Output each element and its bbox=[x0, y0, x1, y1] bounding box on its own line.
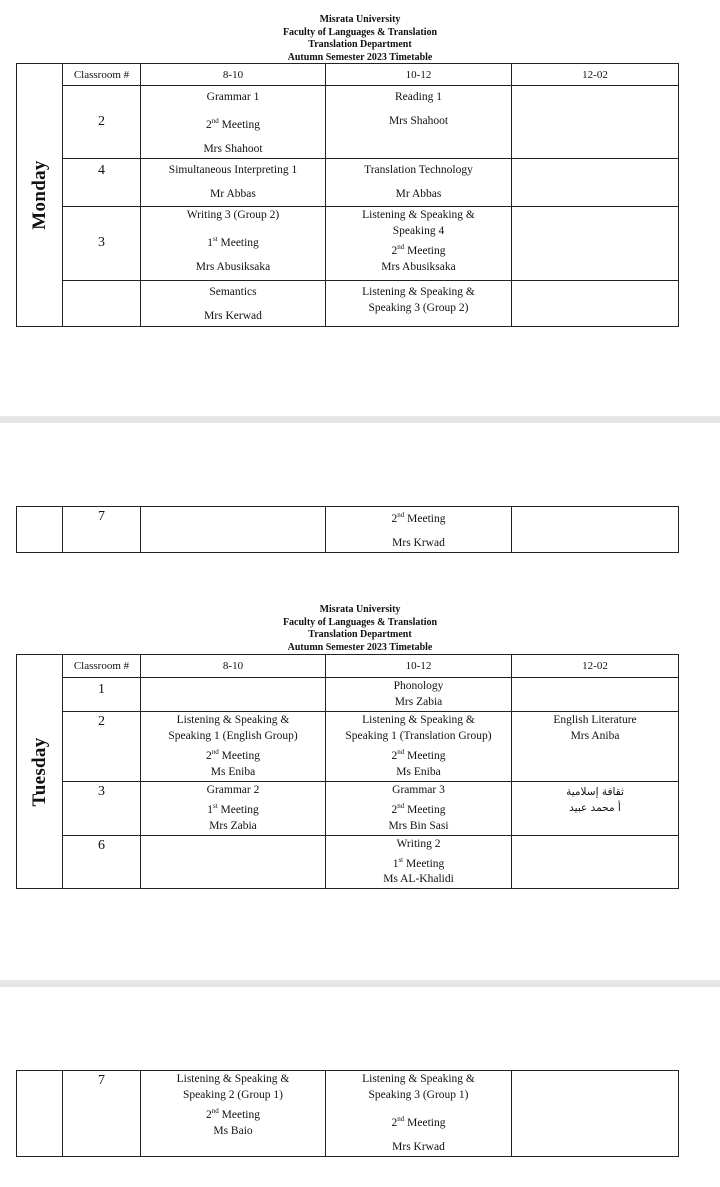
classroom-number: 3 bbox=[63, 781, 141, 835]
course-name-continued: Speaking 1 (English Group) bbox=[168, 730, 298, 742]
class-cell bbox=[141, 1071, 326, 1157]
classroom-number: 1 bbox=[63, 678, 141, 712]
class-cell bbox=[141, 206, 326, 280]
class-cell-empty bbox=[512, 158, 679, 206]
class-cell-empty bbox=[141, 678, 326, 712]
course-name: Listening & Speaking & bbox=[362, 1073, 475, 1085]
table-row bbox=[17, 158, 679, 206]
course-name: Reading 1 bbox=[395, 91, 442, 103]
instructor: Ms Baio bbox=[213, 1124, 253, 1137]
table-row bbox=[17, 280, 679, 326]
course-name: Listening & Speaking & bbox=[176, 714, 290, 726]
class-cell bbox=[141, 781, 326, 835]
course-name-continued: Speaking 1 (Translation Group) bbox=[345, 730, 492, 742]
course-name: Semantics bbox=[209, 285, 257, 298]
class-cell-empty bbox=[141, 835, 326, 889]
page-separator bbox=[0, 416, 720, 423]
faculty-title: Faculty of Languages & Translation bbox=[282, 26, 438, 38]
classroom-number: 7 bbox=[63, 507, 141, 553]
table-row bbox=[17, 206, 679, 280]
instructor: Mrs Bin Sasi bbox=[388, 819, 449, 832]
semester-title: Autumn Semester 2023 Timetable bbox=[287, 641, 433, 653]
class-cell-empty bbox=[512, 507, 679, 553]
monday-timetable bbox=[16, 63, 679, 327]
meeting-label: 2nd Meeting bbox=[391, 801, 446, 816]
course-name: Writing 3 (Group 2) bbox=[186, 208, 280, 221]
course-name-arabic: ثقافة إسلامية bbox=[566, 785, 624, 798]
university-title: Misrata University bbox=[319, 14, 401, 25]
instructor: Mr Abbas bbox=[210, 187, 256, 200]
class-cell bbox=[326, 1071, 512, 1157]
university-title: Misrata University bbox=[319, 604, 401, 615]
course-name: Writing 2 bbox=[396, 837, 441, 850]
class-cell-empty bbox=[512, 86, 679, 159]
class-cell bbox=[512, 712, 679, 782]
class-cell bbox=[326, 206, 512, 280]
meeting-label: 2nd Meeting bbox=[391, 748, 446, 762]
table-row bbox=[17, 86, 679, 159]
tuesday-timetable bbox=[16, 654, 679, 889]
course-name-continued: Speaking 3 (Group 1) bbox=[368, 1089, 469, 1101]
course-name: Simultaneous Interpreting 1 bbox=[168, 163, 298, 176]
class-cell-empty bbox=[512, 678, 679, 712]
instructor: Ms Eniba bbox=[210, 765, 256, 778]
day-cell-empty bbox=[17, 507, 63, 553]
meeting-label: 2nd Meeting bbox=[206, 1107, 260, 1121]
meeting-label: 1st Meeting bbox=[392, 855, 445, 870]
class-cell bbox=[326, 158, 512, 206]
table-row bbox=[17, 835, 679, 889]
meeting-label: 1st Meeting bbox=[207, 801, 259, 816]
class-cell-empty bbox=[512, 1071, 679, 1157]
instructor: Mrs Shahoot bbox=[388, 115, 449, 127]
instructor: Mrs Krwad bbox=[392, 1140, 445, 1153]
course-name: Listening & Speaking & bbox=[362, 285, 475, 298]
class-cell bbox=[512, 781, 679, 835]
timetable-header-tuesday bbox=[0, 604, 720, 654]
course-name: Phonology bbox=[393, 680, 444, 692]
department-title: Translation Department bbox=[308, 629, 412, 640]
day-label: Tuesday bbox=[28, 737, 50, 807]
class-cell-empty bbox=[512, 835, 679, 889]
semester-title: Autumn Semester 2023 Timetable bbox=[287, 51, 433, 63]
course-name: English Literature bbox=[553, 714, 637, 726]
table-row bbox=[17, 781, 679, 835]
instructor-arabic: أ محمد عبيد bbox=[569, 801, 621, 814]
instructor: Mrs Abusiksaka bbox=[195, 260, 271, 273]
page-separator bbox=[0, 980, 720, 987]
meeting-label: 1st Meeting bbox=[207, 234, 259, 249]
course-name: Grammar 3 bbox=[392, 783, 445, 796]
tuesday-timetable-continued bbox=[16, 1070, 679, 1157]
class-cell-empty bbox=[512, 206, 679, 280]
class-cell bbox=[141, 158, 326, 206]
column-header-12-02: 12-02 bbox=[512, 655, 679, 678]
instructor: Mrs Aniba bbox=[570, 730, 620, 742]
class-cell bbox=[326, 86, 512, 159]
faculty-title: Faculty of Languages & Translation bbox=[282, 616, 438, 628]
day-cell-monday bbox=[17, 64, 63, 327]
instructor: Mrs Abusiksaka bbox=[381, 260, 456, 273]
class-cell bbox=[141, 86, 326, 159]
class-cell bbox=[141, 280, 326, 326]
course-name: Translation Technology bbox=[364, 163, 473, 176]
instructor: Mrs Kerwad bbox=[204, 309, 262, 322]
course-name: Listening & Speaking & bbox=[362, 714, 475, 726]
instructor: Ms Eniba bbox=[396, 765, 441, 778]
class-cell bbox=[141, 712, 326, 782]
class-cell bbox=[326, 280, 512, 326]
instructor: Mrs Shahoot bbox=[203, 142, 263, 155]
column-header-classroom: Classroom # bbox=[63, 64, 141, 86]
table-row bbox=[17, 507, 679, 553]
class-cell-empty bbox=[141, 507, 326, 553]
course-name-continued: Speaking 3 (Group 2) bbox=[368, 301, 469, 314]
course-name: Listening & Speaking & bbox=[176, 1073, 290, 1085]
class-cell bbox=[326, 678, 512, 712]
instructor: Mr Abbas bbox=[395, 187, 442, 200]
column-header-12-02: 12-02 bbox=[512, 64, 679, 86]
classroom-number: 3 bbox=[63, 206, 141, 280]
class-cell-empty bbox=[512, 280, 679, 326]
column-header-8-10: 8-10 bbox=[141, 64, 326, 86]
course-name: Grammar 2 bbox=[206, 783, 260, 796]
monday-timetable-continued bbox=[16, 506, 679, 553]
course-name: Grammar 1 bbox=[206, 91, 260, 103]
meeting-label: 2nd Meeting bbox=[391, 1115, 446, 1129]
classroom-number: 4 bbox=[63, 158, 141, 206]
day-label: Monday bbox=[28, 160, 50, 230]
class-cell bbox=[326, 835, 512, 889]
instructor: Mrs Zabia bbox=[209, 819, 257, 832]
column-header-10-12: 10-12 bbox=[326, 655, 512, 678]
table-row bbox=[17, 1071, 679, 1157]
department-title: Translation Department bbox=[308, 39, 412, 50]
course-name-continued: Speaking 2 (Group 1) bbox=[183, 1089, 283, 1101]
day-cell-empty bbox=[17, 1071, 63, 1157]
instructor: Mrs Krwad bbox=[392, 536, 445, 549]
classroom-number: 7 bbox=[63, 1071, 141, 1157]
meeting-label: 2nd Meeting bbox=[391, 511, 446, 525]
table-row bbox=[17, 712, 679, 782]
class-cell bbox=[326, 507, 512, 553]
instructor: Mrs Zabia bbox=[394, 696, 443, 708]
course-name: Listening & Speaking & bbox=[362, 208, 475, 221]
classroom-number: 2 bbox=[63, 86, 141, 159]
column-header-10-12: 10-12 bbox=[326, 64, 512, 86]
classroom-number bbox=[63, 280, 141, 326]
meeting-label: 2nd Meeting bbox=[206, 117, 260, 131]
course-name-continued: Speaking 4 bbox=[392, 224, 445, 237]
classroom-number: 6 bbox=[63, 835, 141, 889]
instructor: Ms AL-Khalidi bbox=[383, 873, 454, 886]
meeting-label: 2nd Meeting bbox=[391, 242, 446, 257]
column-header-classroom: Classroom # bbox=[63, 655, 141, 678]
timetable-header-monday bbox=[0, 14, 720, 64]
meeting-label: 2nd Meeting bbox=[206, 748, 260, 762]
column-header-8-10: 8-10 bbox=[141, 655, 326, 678]
class-cell bbox=[326, 781, 512, 835]
classroom-number: 2 bbox=[63, 712, 141, 782]
table-row bbox=[17, 678, 679, 712]
day-cell-tuesday bbox=[17, 655, 63, 889]
class-cell bbox=[326, 712, 512, 782]
